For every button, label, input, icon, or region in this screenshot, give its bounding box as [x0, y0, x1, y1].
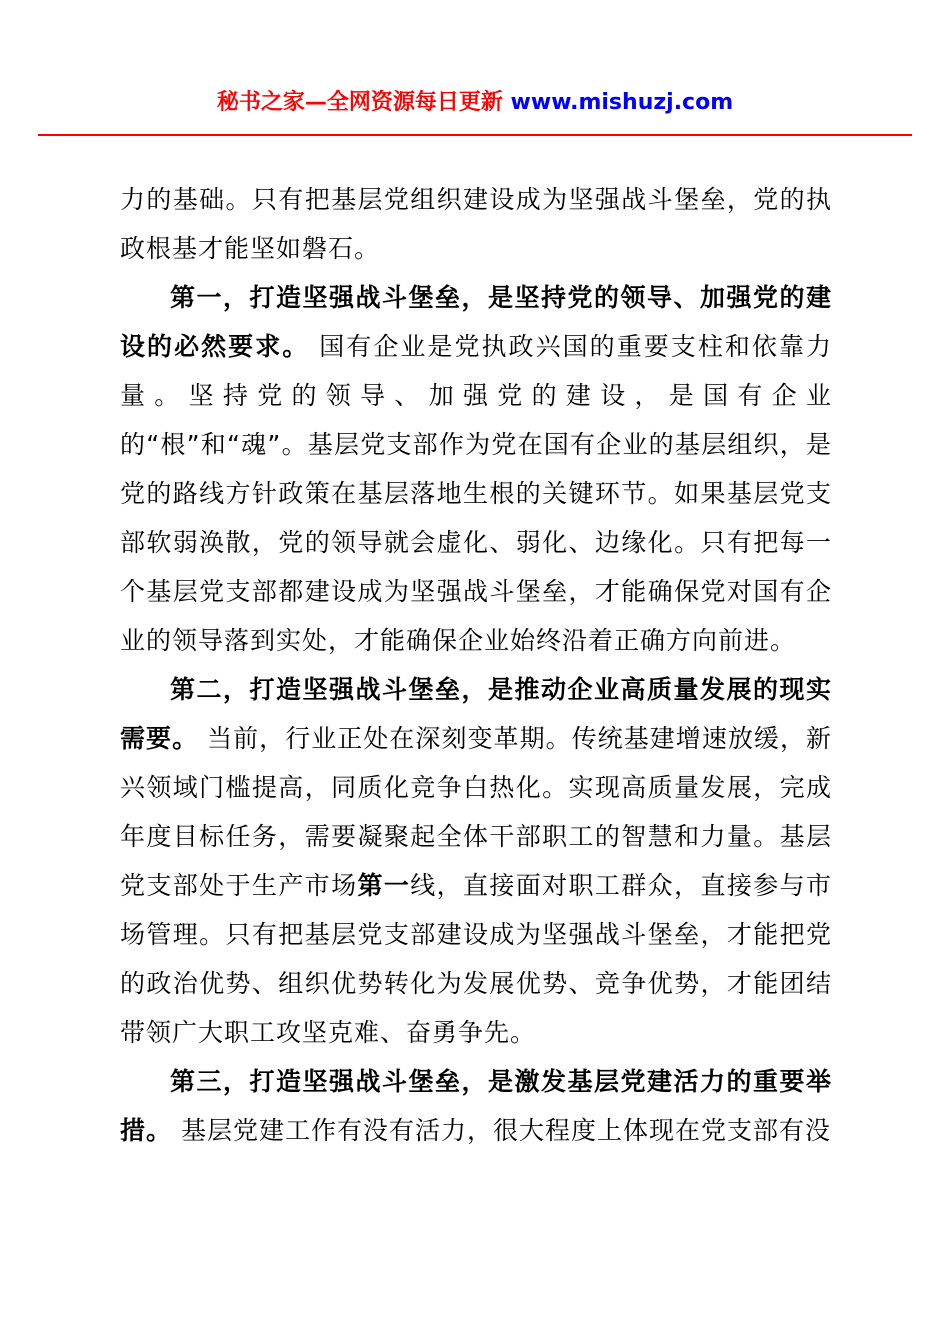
- text-run: 当前，行业正处在深刻变革期。传统基建增速放缓，新兴领域门槛提高，同质化竞争白热化。实现高质量发展，完成年度目标任务，需要凝聚起全体干部职工的智慧和力量。基层党支部处于生产市场: [120, 724, 832, 900]
- paragraph-point-two: [120, 665, 832, 1057]
- text-run-bold: 第一: [357, 871, 411, 900]
- document-body: [120, 175, 832, 1155]
- text-run-bold: 第三，打造坚强战斗堡垒，是激发基层党建活力的重要举措。: [120, 1067, 832, 1145]
- header-tagline: —全网资源每日更新: [304, 90, 511, 115]
- header-brand: 秘书之家: [216, 90, 305, 115]
- header-url-link[interactable]: www.mishuzj.com: [510, 90, 734, 115]
- text-run: 线，直接面对职工群众，直接参与市场管理。只有把基层党支部建设成为坚强战斗堡垒，才能把党的政治优势、组织优势转化为发展优势、竞争优势，才能团结带领广大职工攻坚克难、奋勇争先。: [120, 871, 832, 1047]
- page-header: [38, 88, 912, 136]
- text-run: 力的基础。只有把基层党组织建设成为坚强战斗堡垒，党的执政根基才能坚如磐石。: [120, 185, 832, 263]
- paragraph-continuation: [120, 175, 832, 273]
- text-run-bold: 第二，打造坚强战斗堡垒，是推动企业高质量发展的现实需要。: [120, 675, 832, 753]
- paragraph-point-one: [120, 273, 832, 665]
- text-run: 基层党建工作有没有活力，很大程度上体现在党支部有没: [172, 1116, 831, 1145]
- text-run: 国有企业是党执政兴国的重要支柱和依靠力量。坚持党的领导、加强党的建设，是国有企业的“根”和“魂”。基层党支部作为党在国有企业的基层组织，是党的路线方针政策在基层落地生根的关键环节。如果基层党支部软弱涣散，党的领导就会虚化、弱化、边缘化。只有把每一个基层党支部都建设成为坚强战斗堡垒，才能确保党对国有企业的领导落到实处，才能确保企业始终沿着正确方向前进。: [120, 332, 832, 655]
- paragraph-point-three: [120, 1057, 832, 1155]
- text-run-bold: 第一，打造坚强战斗堡垒，是坚持党的领导、加强党的建设的必然要求。: [120, 283, 832, 361]
